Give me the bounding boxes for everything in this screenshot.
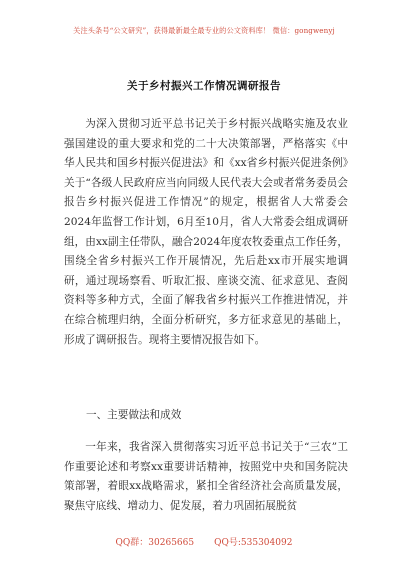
footer-contact	[0, 535, 408, 548]
section-heading: 一、主要做法和成效	[86, 409, 182, 421]
qq-number-label: QQ号:	[214, 538, 241, 548]
document-title: 关于乡村振兴工作情况调研报告	[127, 80, 281, 92]
header-banner: 关注头条号“公文研究”，获得最新最全最专业的公文资料库！ 微信：gongwenyj	[73, 26, 335, 35]
qq-group-number: 30265665	[148, 538, 195, 548]
intro-paragraph: 为深入贯彻习近平总书记关于乡村振兴战略实施及农业强国建设的重大要求和党的二十大决策部署，严格落实《中华人民共和国乡村振兴促进法》和《xx省乡村振兴促进条例》关于“各级人民政府应当向同级人民代表大会或者常务委员会报告乡村振兴促进工作情况”的规定，根据省人大常委会2024年监督工作计划，6月至10月，省人大常委会组成调研组，由xx副主任带队，融合2024年度农牧委重点工作任务，围绕全省乡村振兴工作开展情况，先后赴xx市开展实地调研，通过现场察看、听取汇报、座谈交流、征求意见、查阅资料等多种方式，全面了解我省乡村振兴工作推进情况，并在综合梳理归纳，全面分析研究，多方征求意见的基础上，形成了调研报告。现将主要情况报告如下。	[64, 118, 348, 346]
qq-number: 535304092	[240, 538, 293, 548]
section-paragraph: 一年来，我省深入贯彻落实习近平总书记关于“三农”工作重要论述和考察xx重要讲话精神，按照党中央和国务院决策部署，着眼xx战略需求，紧扣全省经济社会高质量发展，聚焦守底线、增动力、促发展，着力巩固拓展脱贫	[64, 441, 348, 512]
qq-group-label: QQ群：	[115, 538, 149, 548]
